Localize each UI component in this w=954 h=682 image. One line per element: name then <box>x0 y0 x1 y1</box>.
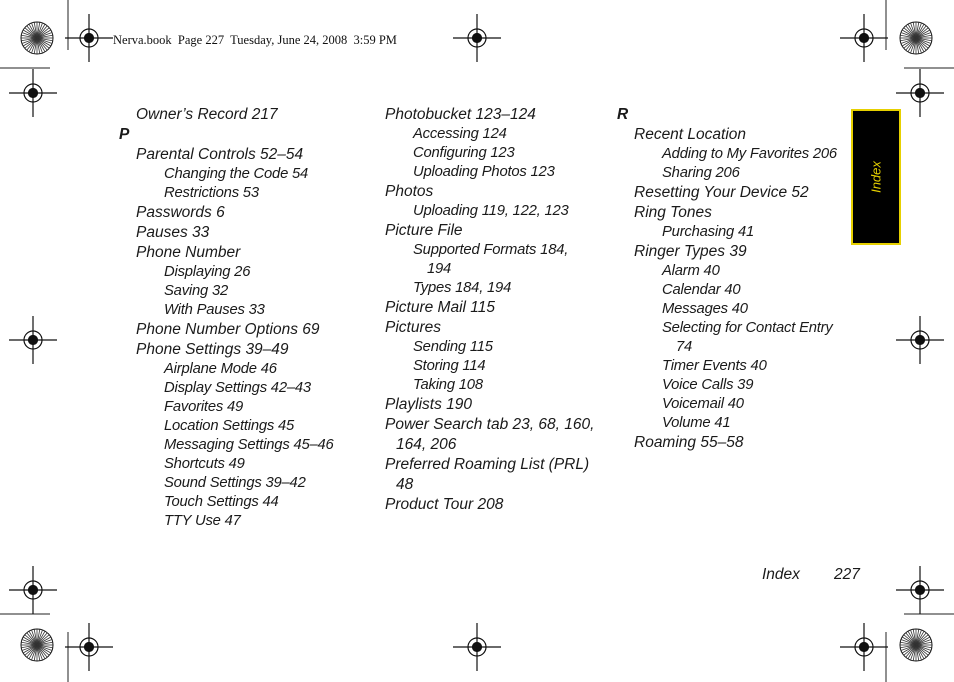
index-entry: Recent Location <box>634 126 747 143</box>
index-entry: Ring Tones <box>634 204 712 221</box>
index-entry: Pauses 33 <box>136 224 210 241</box>
index-entry: Power Search tab 23, 68, 160, <box>385 416 595 433</box>
index-subentry: Storing 114 <box>413 358 486 374</box>
index-subentry: Uploading Photos 123 <box>413 164 555 180</box>
registration-target-icon <box>65 623 113 671</box>
index-entry: Parental Controls 52–54 <box>136 146 304 163</box>
index-column-3 <box>617 105 837 453</box>
index-subentry: Supported Formats 184, <box>413 242 569 258</box>
registration-target-icon <box>453 623 501 671</box>
index-subentry: Restrictions 53 <box>164 185 259 201</box>
index-subentry: Messaging Settings 45–46 <box>164 437 334 453</box>
registration-target-icon <box>840 14 888 62</box>
index-subentry: Changing the Code 54 <box>164 166 309 182</box>
index-entry: Photobucket 123–124 <box>385 106 536 123</box>
index-entry: Product Tour 208 <box>385 496 504 513</box>
index-entry: Photos <box>385 183 434 200</box>
index-subentry: Shortcuts 49 <box>164 456 245 472</box>
index-entry: Phone Settings 39–49 <box>136 341 289 358</box>
index-subentry: Displaying 26 <box>164 264 251 280</box>
index-subentry-continued: 74 <box>676 339 693 355</box>
starburst-mark-icon <box>21 22 53 54</box>
index-subentry: Volume 41 <box>662 415 731 431</box>
index-subentry: Voicemail 40 <box>662 396 744 412</box>
index-subentry: Location Settings 45 <box>164 418 295 434</box>
index-subentry: Sending 115 <box>413 339 493 355</box>
registration-target-icon <box>896 566 944 614</box>
starburst-mark-icon <box>900 629 932 661</box>
registration-target-icon <box>9 566 57 614</box>
registration-target-icon <box>896 69 944 117</box>
starburst-mark-icon <box>900 22 932 54</box>
registration-target-icon <box>453 14 501 62</box>
index-entry-continued: 48 <box>396 476 414 493</box>
registration-target-icon <box>9 69 57 117</box>
index-subentry: Display Settings 42–43 <box>164 380 311 396</box>
registration-target-icon <box>65 14 113 62</box>
index-entry: Picture Mail 115 <box>385 299 495 316</box>
index-entry: Playlists 190 <box>385 396 473 413</box>
page-number: 227 <box>834 566 860 583</box>
index-subentry: Voice Calls 39 <box>662 377 754 393</box>
index-subentry: Messages 40 <box>662 301 748 317</box>
index-subentry: TTY Use 47 <box>164 513 241 529</box>
index-section-letter: P <box>119 126 130 143</box>
index-entry: Pictures <box>385 319 441 336</box>
starburst-mark-icon <box>21 629 53 661</box>
index-entry: Picture File <box>385 222 463 239</box>
side-tab-label: Index <box>868 161 884 193</box>
index-entry: Ringer Types 39 <box>634 243 747 260</box>
index-subentry: Uploading 119, 122, 123 <box>413 203 569 219</box>
index-subentry: Touch Settings 44 <box>164 494 279 510</box>
index-entry: Passwords 6 <box>136 204 225 221</box>
index-entry: Owner’s Record 217 <box>136 106 278 123</box>
index-subentry: Calendar 40 <box>662 282 741 298</box>
index-subentry-continued: 194 <box>427 261 452 277</box>
index-subentry: Favorites 49 <box>164 399 244 415</box>
index-entry: Resetting Your Device 52 <box>634 184 809 201</box>
index-column-2 <box>385 105 594 515</box>
registration-target-icon <box>896 316 944 364</box>
index-subentry: With Pauses 33 <box>164 302 265 318</box>
index-entry-continued: 164, 206 <box>396 436 457 453</box>
index-subentry: Types 184, 194 <box>413 280 512 296</box>
index-column-1 <box>119 105 334 531</box>
index-subentry: Accessing 124 <box>413 126 507 142</box>
index-entry: Phone Number Options 69 <box>136 321 320 338</box>
index-entry: Phone Number <box>136 244 241 261</box>
print-header: Nerva.book Page 227 Tuesday, June 24, 2008 3:59 PM <box>113 33 397 47</box>
index-side-tab <box>851 109 901 245</box>
index-entry: Preferred Roaming List (PRL) <box>385 456 590 473</box>
index-subentry: Taking 108 <box>413 377 483 393</box>
index-subentry: Configuring 123 <box>413 145 515 161</box>
index-subentry: Purchasing 41 <box>662 224 754 240</box>
index-entry: Roaming 55–58 <box>634 434 744 451</box>
footer-section-label: Index <box>762 566 800 583</box>
index-subentry: Selecting for Contact Entry <box>662 320 833 336</box>
index-subentry: Sound Settings 39–42 <box>164 475 306 491</box>
index-subentry: Timer Events 40 <box>662 358 767 374</box>
registration-target-icon <box>840 623 888 671</box>
index-subentry: Sharing 206 <box>662 165 740 181</box>
index-subentry: Airplane Mode 46 <box>164 361 277 377</box>
index-section-letter: R <box>617 106 629 123</box>
index-subentry: Alarm 40 <box>662 263 720 279</box>
index-subentry: Adding to My Favorites 206 <box>662 146 837 162</box>
index-subentry: Saving 32 <box>164 283 229 299</box>
registration-target-icon <box>9 316 57 364</box>
